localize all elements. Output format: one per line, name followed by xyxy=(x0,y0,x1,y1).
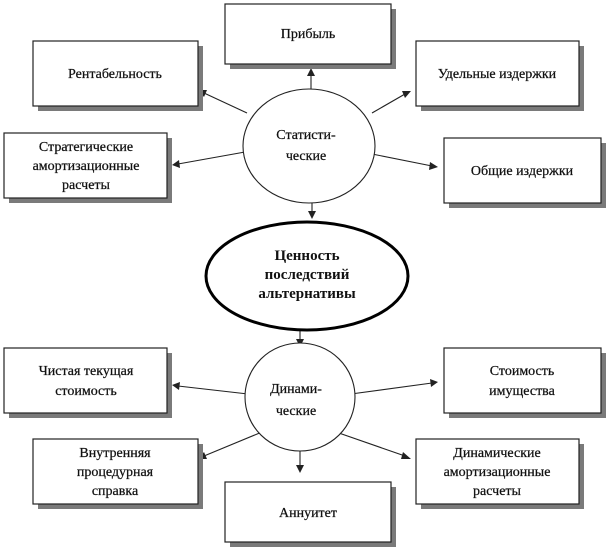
arrow-dynamic-to-property-head xyxy=(430,379,438,387)
box-total-costs-label: Общие издержки xyxy=(470,164,574,179)
arrow-static-to-total-costs-head xyxy=(429,162,438,170)
box-annuity xyxy=(225,482,396,547)
arrow-static-to-strategic-head xyxy=(172,160,180,168)
static-hub-line1: Статисти- xyxy=(276,128,336,143)
box-dynamic-amortization-line3: расчеты xyxy=(473,484,521,499)
arrow-static-to-total-costs xyxy=(372,154,432,166)
arrow-static-to-unit-costs xyxy=(372,94,405,113)
static-hub-line2: ческие xyxy=(285,149,327,164)
box-dynamic-amortization-line1: Динамические xyxy=(453,446,541,461)
box-unit-costs-label: Удельные издержки xyxy=(437,67,557,82)
static-hub xyxy=(243,89,375,203)
center-node xyxy=(206,222,408,330)
box-npv-line2: стоимость xyxy=(55,384,117,399)
box-strategic-amortization-line2: амортизационные xyxy=(32,159,140,174)
arrow-dynamic-to-npv-head xyxy=(172,382,180,390)
box-strategic-amortization xyxy=(4,133,172,203)
arrow-dynamic-to-dyn-amort-head xyxy=(401,452,411,459)
box-unit-costs xyxy=(416,41,584,111)
arrow-dynamic-to-internal xyxy=(204,432,262,456)
center-line2: последствий xyxy=(264,267,350,283)
dynamic-hub xyxy=(245,343,355,451)
box-profit xyxy=(225,4,396,69)
box-property-value xyxy=(444,348,606,418)
box-dynamic-amortization xyxy=(416,439,584,509)
box-internal-procedural xyxy=(33,439,203,509)
box-net-present-value xyxy=(4,348,172,418)
arrow-dynamic-to-dyn-amort xyxy=(336,432,405,456)
box-annuity-label: Аннуитет xyxy=(278,506,338,521)
arrow-static-to-center-head xyxy=(308,211,316,219)
arrow-static-to-profitability xyxy=(204,93,247,113)
box-internal-line1: Внутренняя xyxy=(79,446,151,461)
center-line1: Ценность xyxy=(274,248,340,264)
box-internal-line2: процедурная xyxy=(76,465,154,480)
box-profit-label: Прибыль xyxy=(280,27,336,42)
arrow-dynamic-to-annuity-head xyxy=(296,465,304,473)
center-line3: альтернативы xyxy=(258,286,356,302)
dynamic-hub-line2: ческие xyxy=(275,404,317,419)
box-profitability-label: Рентабельность xyxy=(68,67,162,82)
box-profitability xyxy=(33,41,203,111)
box-strategic-amortization-line3: расчеты xyxy=(62,178,110,193)
box-total-costs xyxy=(444,138,606,208)
box-npv-line1: Чистая текущая xyxy=(38,364,134,379)
box-internal-line3: справка xyxy=(91,484,139,499)
box-property-line1: Стоимость xyxy=(489,364,555,379)
arrow-static-to-profit-head xyxy=(307,68,315,76)
box-dynamic-amortization-line2: амортизационные xyxy=(443,465,551,480)
dynamic-hub-line1: Динами- xyxy=(270,382,322,397)
arrow-static-to-strategic xyxy=(178,152,245,164)
box-property-line2: имущества xyxy=(489,384,555,399)
box-strategic-amortization-line1: Стратегические xyxy=(38,140,134,155)
arrow-dynamic-to-npv xyxy=(178,386,248,394)
arrow-dynamic-to-property xyxy=(351,383,432,394)
